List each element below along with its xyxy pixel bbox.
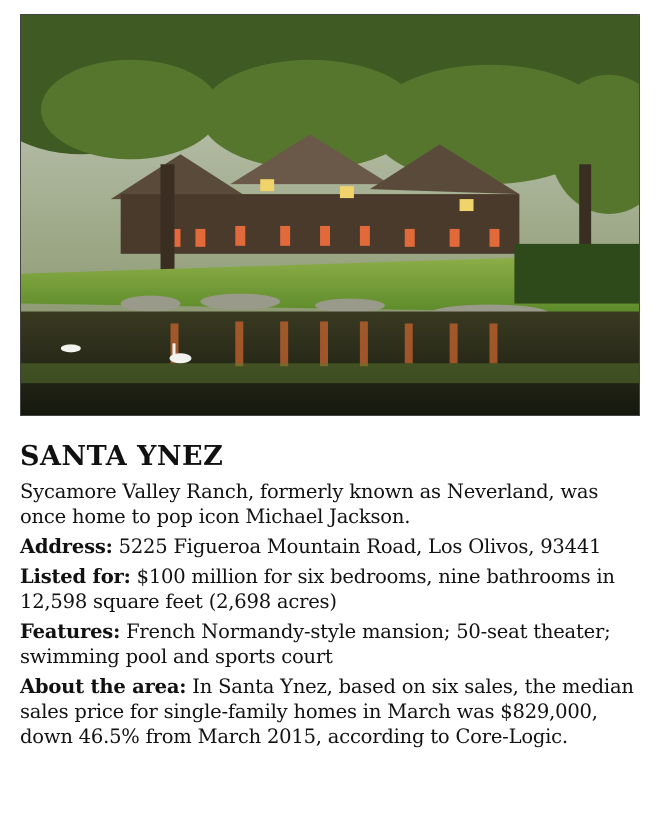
area-paragraph	[20, 674, 645, 749]
listed-label: Listed for:	[20, 565, 131, 588]
estate-photo	[20, 14, 640, 416]
features-paragraph	[20, 619, 645, 669]
area-value: In Santa Ynez, based on six sales, the median sales price for single-family homes in March was $829,000, down 46.5% from March 2015, according to Core-Logic.	[20, 675, 634, 748]
address-paragraph	[20, 534, 645, 559]
listing-article	[20, 440, 645, 754]
address-label: Address:	[20, 535, 113, 558]
listed-paragraph	[20, 564, 645, 614]
listing-description: Sycamore Valley Ranch, formerly known as Neverland, was once home to pop icon Michael Jackson.	[20, 480, 599, 528]
features-label: Features:	[20, 620, 121, 643]
listing-title: SANTA YNEZ	[20, 441, 224, 472]
listed-value: $100 million for six bedrooms, nine bathrooms in 12,598 square feet (2,698 acres)	[20, 565, 615, 613]
address-value: 5225 Figueroa Mountain Road, Los Olivos, 93441	[118, 535, 602, 558]
features-value: French Normandy-style mansion; 50-seat theater; swimming pool and sports court	[20, 620, 611, 668]
area-label: About the area:	[20, 675, 187, 698]
ranch-illustration	[21, 15, 639, 415]
